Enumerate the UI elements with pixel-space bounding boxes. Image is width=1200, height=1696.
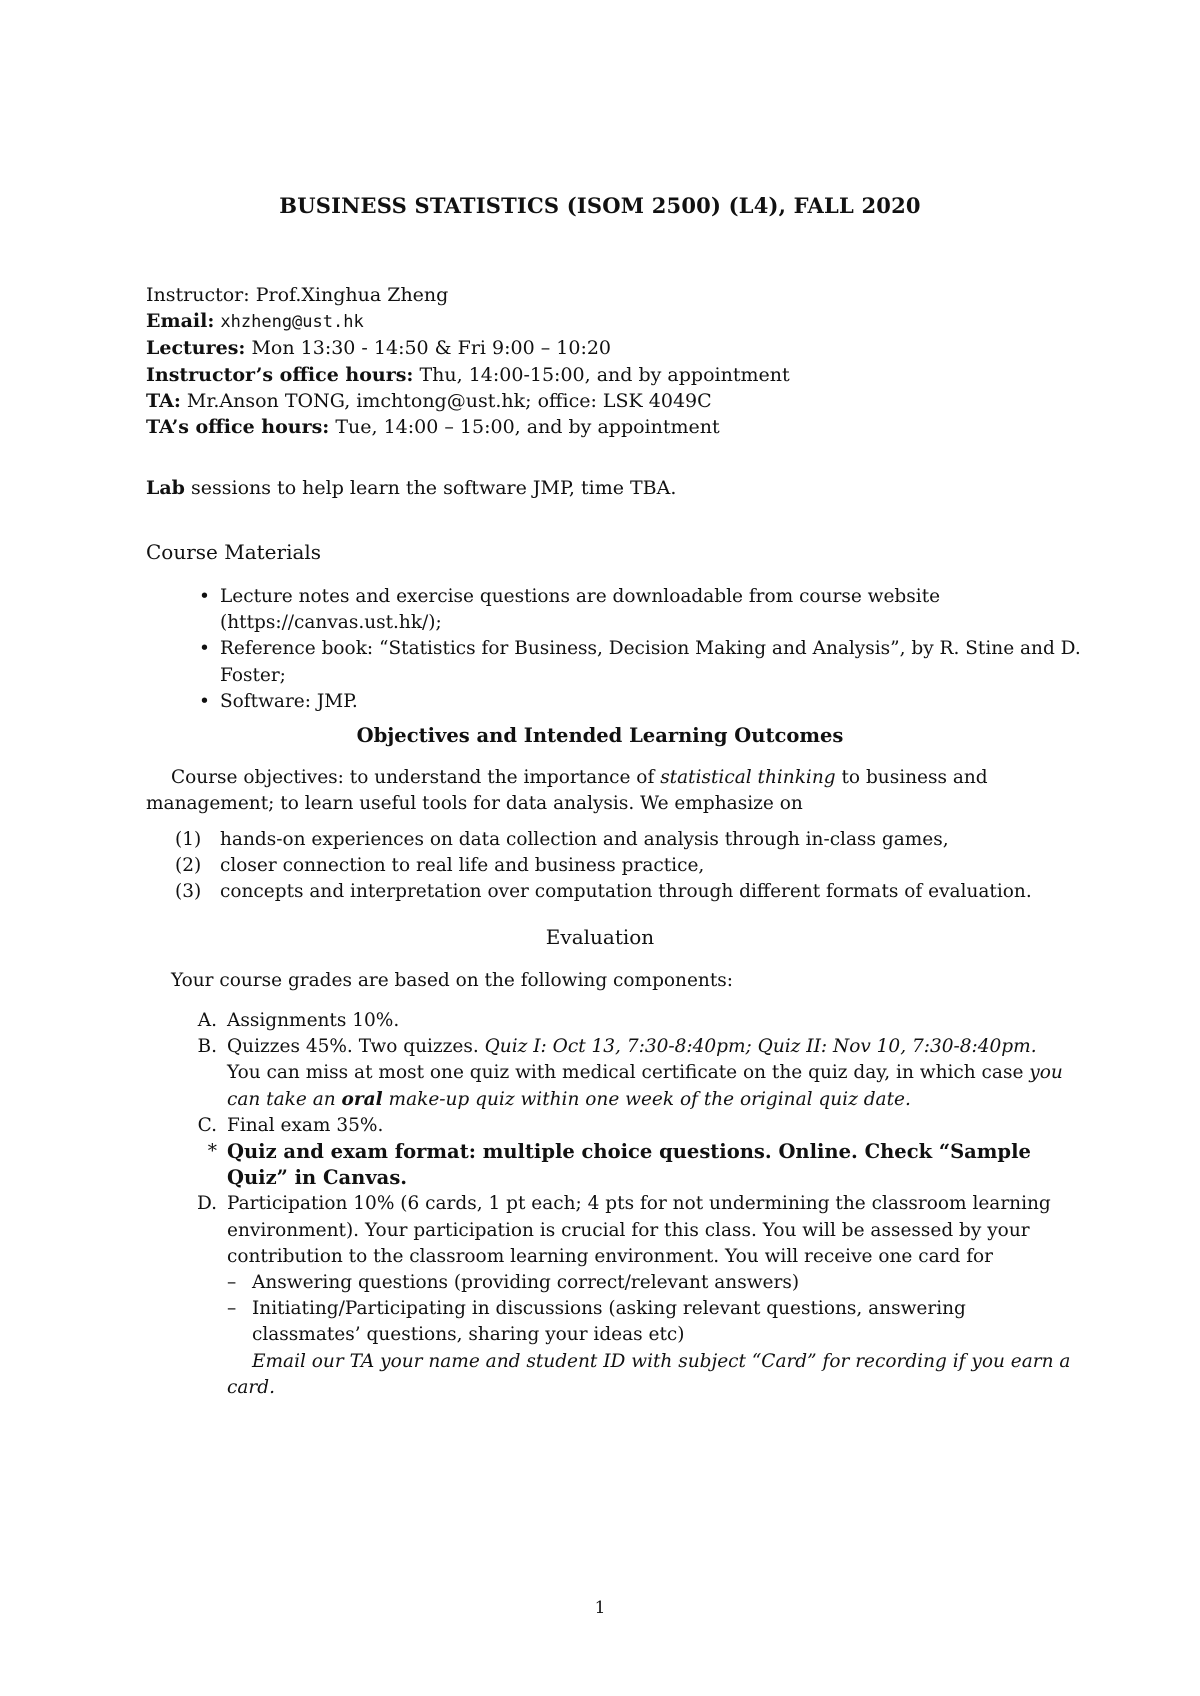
ta-label: TA: <box>146 389 181 412</box>
objectives-heading: Objectives and Intended Learning Outcomes <box>356 724 844 747</box>
ta-hours-value: Tue, 14:00 – 15:00, and by appointment <box>335 416 720 439</box>
lab-label: Lab <box>146 477 185 499</box>
bullet-icon: • <box>199 586 210 607</box>
instructor-value: Prof.Xinghua Zheng <box>255 284 449 306</box>
document-title: BUSINESS STATISTICS (ISOM 2500) (L4), FALL 2020 <box>279 193 921 218</box>
office-hours-label: Instructor’s office hours: <box>146 363 414 386</box>
list-item: D. Participation 10% (6 cards, 1 pt each; 4 pts for not undermining the classroom learning environment). Your participation is crucial for this class. You will be assessed by your contribution to the classroom learning environment. You will receive one card for – Answering questions (providing correct/relevant answers) – Initiating/Participating in discussions (asking relevant questions, answering classmates’ questions, sharing your ideas etc) Email our TA your name and student ID with subject “Card” for recording if you earn a card. <box>175 1191 1075 1401</box>
evaluation-intro: Your course grades are based on the following components: <box>171 970 734 991</box>
ta-line <box>146 388 790 414</box>
list-item: * Quiz and exam format: multiple choice questions. Online. Check “Sample Quiz” in Canvas. <box>207 1140 1031 1190</box>
dash-icon: – <box>227 1298 237 1320</box>
lectures-line <box>146 335 790 361</box>
objectives-list <box>175 827 1075 906</box>
objectives-intro: Course objectives: to understand the importance of statistical thinking to business and management; to learn useful tools for data analysis. We emphasize on <box>146 767 988 815</box>
emphasis-text: statistical thinking <box>660 767 836 788</box>
list-item: (1) hands-on experiences on data collection and analysis through in-class games, <box>175 829 949 850</box>
evaluation-list <box>175 1008 1075 1401</box>
sub-list-item: – Initiating/Participating in discussions (asking relevant questions, answering classmates’ questions, sharing your ideas etc) <box>227 1296 1075 1348</box>
lab-sessions-line <box>146 477 676 499</box>
sub-list-item: – Answering questions (providing correct/relevant answers) <box>227 1270 1075 1296</box>
page-number: 1 <box>594 1598 606 1618</box>
office-hours-line <box>146 362 790 388</box>
ta-hours-line <box>146 414 790 440</box>
lectures-value: Mon 13:30 - 14:50 & Fri 9:00 – 10:20 <box>251 337 612 360</box>
list-item: C. Final exam 35%. <box>197 1114 384 1136</box>
list-item: • Reference book: “Statistics for Business, Decision Making and Analysis”, by R. Stine and D. Foster; <box>199 638 1081 686</box>
list-item: (3) concepts and interpretation over computation through different formats of evaluation. <box>175 881 1032 903</box>
email-line <box>146 308 790 335</box>
bullet-icon: • <box>199 690 210 712</box>
list-item: • Lecture notes and exercise questions are downloadable from course website (https://canvas.ust.hk/); <box>199 586 941 634</box>
dash-icon: – <box>227 1272 237 1294</box>
course-materials-list <box>195 584 1095 715</box>
instructor-line <box>146 282 790 308</box>
list-item: • Software: JMP. <box>195 689 1095 715</box>
lectures-label: Lectures: <box>146 337 246 360</box>
list-item: A. Assignments 10%. <box>197 1010 400 1031</box>
bullet-icon: • <box>199 638 210 660</box>
card-note: Email our TA your name and student ID with subject “Card” for recording if you earn a card. <box>227 1350 1071 1398</box>
email-value: xhzheng@ust.hk <box>220 312 364 333</box>
instructor-label: Instructor: <box>146 284 250 306</box>
office-hours-value: Thu, 14:00-15:00, and by appointment <box>419 363 790 386</box>
ta-hours-label: TA’s office hours: <box>146 416 330 439</box>
course-info-block <box>146 282 790 440</box>
ta-value: Mr.Anson TONG, imchtong@ust.hk; office: LSK 4049C <box>186 389 712 412</box>
lab-text: sessions to help learn the software JMP, time TBA. <box>191 477 677 499</box>
email-label: Email: <box>146 310 215 333</box>
list-item: (2) closer connection to real life and business practice, <box>175 855 705 877</box>
evaluation-heading: Evaluation <box>545 925 655 949</box>
course-materials-heading: Course Materials <box>146 540 322 564</box>
list-item: B. Quizzes 45%. Two quizzes. Quiz I: Oct 13, 7:30-8:40pm; Quiz II: Nov 10, 7:30-8:40pm. You can miss at most one quiz with medical certificate on the quiz day, in which case you can take an oral make-up quiz within one week of the original quiz date. <box>197 1036 1063 1110</box>
